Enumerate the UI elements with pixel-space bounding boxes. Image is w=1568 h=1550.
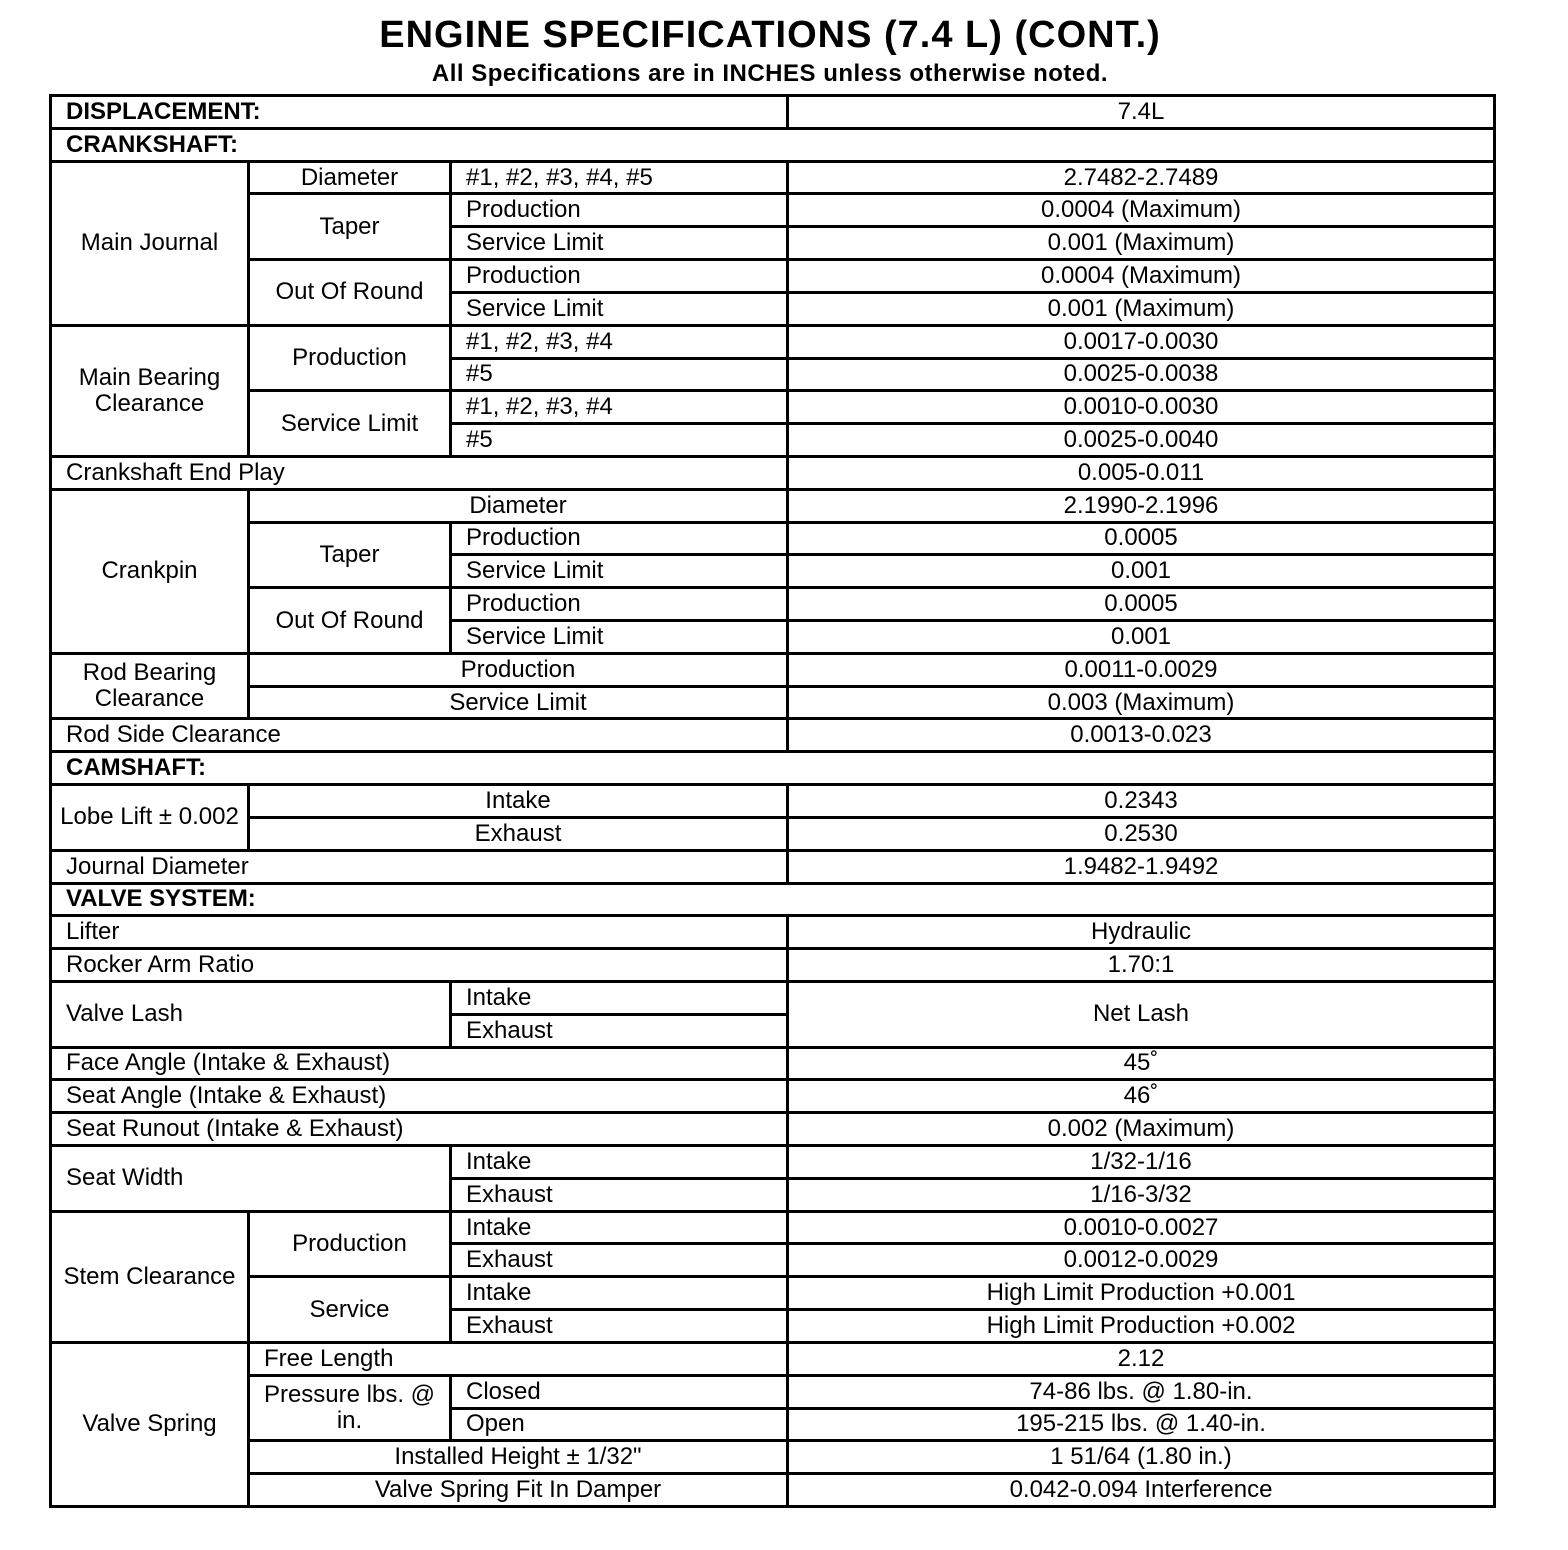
pressure-open-label: Open: [451, 1408, 788, 1441]
table-row: [51, 194, 1495, 227]
table-row: [51, 686, 1495, 719]
stem-production-exhaust-value: 0.0012-0.0029: [788, 1244, 1495, 1277]
main-bearing-service-b-sub: #5: [451, 424, 788, 457]
seat-angle-label: Seat Angle (Intake & Exhaust): [51, 1080, 788, 1113]
installed-height-value: 1 51/64 (1.80 in.): [788, 1441, 1495, 1474]
section-header-row: [51, 883, 1495, 916]
installed-height-label: Installed Height ± 1/32": [249, 1441, 788, 1474]
page-subtitle: All Specifications are in INCHES unless otherwise noted.: [431, 60, 1109, 87]
crankpin-diameter-label: Diameter: [249, 489, 788, 522]
rod-bearing-production-value: 0.0011-0.0029: [788, 653, 1495, 686]
stem-service-exhaust-label: Exhaust: [451, 1310, 788, 1343]
pressure-label: Pressure lbs. @ in.: [249, 1375, 451, 1441]
main-journal-oor-production-value: 0.0004 (Maximum): [788, 260, 1495, 293]
crankpin-oor-service-label: Service Limit: [451, 621, 788, 654]
main-journal-label: Main Journal: [51, 161, 249, 325]
main-bearing-production-a-sub: #1, #2, #3, #4: [451, 325, 788, 358]
crankpin-diameter-value: 2.1990-2.1996: [788, 489, 1495, 522]
crankshaft-end-play-value: 0.005-0.011: [788, 456, 1495, 489]
table-row: [51, 456, 1495, 489]
table-row: [51, 719, 1495, 752]
main-bearing-production-b-value: 0.0025-0.0038: [788, 358, 1495, 391]
table-row: [51, 785, 1495, 818]
table-row: [51, 817, 1495, 850]
fit-in-damper-label: Valve Spring Fit In Damper: [249, 1474, 788, 1507]
pressure-closed-label: Closed: [451, 1375, 788, 1408]
face-angle-value: 45˚: [788, 1047, 1495, 1080]
table-row: [51, 653, 1495, 686]
main-journal-taper-label: Taper: [249, 194, 451, 260]
lifter-value: Hydraulic: [788, 916, 1495, 949]
table-row: [51, 1146, 1495, 1179]
table-row: [51, 96, 1495, 129]
main-journal-oor-service-label: Service Limit: [451, 292, 788, 325]
crankpin-out-of-round-label: Out Of Round: [249, 588, 451, 654]
stem-service-intake-value: High Limit Production +0.001: [788, 1277, 1495, 1310]
stem-service-exhaust-value: High Limit Production +0.002: [788, 1310, 1495, 1343]
stem-service-intake-label: Intake: [451, 1277, 788, 1310]
table-row: [51, 1342, 1495, 1375]
seat-angle-value: 46˚: [788, 1080, 1495, 1113]
crankpin-oor-service-value: 0.001: [788, 621, 1495, 654]
stem-clearance-label: Stem Clearance: [51, 1211, 249, 1342]
main-journal-diameter-label: Diameter: [249, 161, 451, 194]
main-bearing-service-a-sub: #1, #2, #3, #4: [451, 391, 788, 424]
spec-table: [49, 94, 1496, 1508]
seat-width-intake-value: 1/32-1/16: [788, 1146, 1495, 1179]
valve-lash-intake-label: Intake: [451, 981, 788, 1014]
section-header-row: [51, 128, 1495, 161]
main-journal-taper-production-label: Production: [451, 194, 788, 227]
seat-width-label: Seat Width: [51, 1146, 451, 1212]
table-row: [51, 260, 1495, 293]
table-row: [51, 949, 1495, 982]
stem-service-label: Service: [249, 1277, 451, 1343]
pressure-closed-value: 74-86 lbs. @ 1.80-in.: [788, 1375, 1495, 1408]
main-journal-oor-production-label: Production: [451, 260, 788, 293]
pressure-open-value: 195-215 lbs. @ 1.40-in.: [788, 1408, 1495, 1441]
table-row: [51, 1211, 1495, 1244]
rocker-arm-ratio-value: 1.70:1: [788, 949, 1495, 982]
seat-runout-label: Seat Runout (Intake & Exhaust): [51, 1113, 788, 1146]
free-length-label: Free Length: [249, 1342, 788, 1375]
rocker-arm-ratio-label: Rocker Arm Ratio: [51, 949, 788, 982]
table-row: [51, 916, 1495, 949]
face-angle-label: Face Angle (Intake & Exhaust): [51, 1047, 788, 1080]
lobe-lift-exhaust-label: Exhaust: [249, 817, 788, 850]
crankpin-oor-production-label: Production: [451, 588, 788, 621]
stem-production-intake-value: 0.0010-0.0027: [788, 1211, 1495, 1244]
main-bearing-service-label: Service Limit: [249, 391, 451, 457]
main-journal-out-of-round-label: Out Of Round: [249, 260, 451, 326]
lifter-label: Lifter: [51, 916, 788, 949]
crankpin-taper-production-value: 0.0005: [788, 522, 1495, 555]
seat-width-intake-label: Intake: [451, 1146, 788, 1179]
crankpin-oor-production-value: 0.0005: [788, 588, 1495, 621]
table-row: [51, 850, 1495, 883]
rod-side-clearance-value: 0.0013-0.023: [788, 719, 1495, 752]
main-journal-taper-production-value: 0.0004 (Maximum): [788, 194, 1495, 227]
lobe-lift-label: Lobe Lift ± 0.002: [51, 785, 249, 851]
seat-width-exhaust-value: 1/16-3/32: [788, 1178, 1495, 1211]
valve-system-header: VALVE SYSTEM:: [51, 883, 1495, 916]
main-bearing-service-b-value: 0.0025-0.0040: [788, 424, 1495, 457]
table-row: [51, 981, 1495, 1014]
main-bearing-production-b-sub: #5: [451, 358, 788, 391]
crankpin-taper-service-label: Service Limit: [451, 555, 788, 588]
crankshaft-end-play-label: Crankshaft End Play: [51, 456, 788, 489]
page-title: ENGINE SPECIFICATIONS (7.4 L) (CONT.): [379, 14, 1161, 56]
table-row: [51, 1441, 1495, 1474]
lobe-lift-intake-label: Intake: [249, 785, 788, 818]
valve-lash-label: Valve Lash: [51, 981, 451, 1047]
main-journal-taper-service-value: 0.001 (Maximum): [788, 227, 1495, 260]
table-row: [51, 1375, 1495, 1408]
section-header-row: [51, 752, 1495, 785]
journal-diameter-label: Journal Diameter: [51, 850, 788, 883]
main-bearing-production-a-value: 0.0017-0.0030: [788, 325, 1495, 358]
table-row: [51, 588, 1495, 621]
crankpin-taper-service-value: 0.001: [788, 555, 1495, 588]
main-journal-taper-service-label: Service Limit: [451, 227, 788, 260]
main-bearing-production-label: Production: [249, 325, 451, 391]
table-row: [51, 391, 1495, 424]
crankpin-label: Crankpin: [51, 489, 249, 653]
valve-spring-label: Valve Spring: [51, 1342, 249, 1506]
seat-width-exhaust-label: Exhaust: [451, 1178, 788, 1211]
valve-lash-exhaust-label: Exhaust: [451, 1014, 788, 1047]
journal-diameter-value: 1.9482-1.9492: [788, 850, 1495, 883]
table-row: [51, 1047, 1495, 1080]
lobe-lift-intake-value: 0.2343: [788, 785, 1495, 818]
displacement-label: DISPLACEMENT:: [51, 96, 788, 129]
main-journal-diameter-value: 2.7482-2.7489: [788, 161, 1495, 194]
crankshaft-header: CRANKSHAFT:: [51, 128, 1495, 161]
rod-side-clearance-label: Rod Side Clearance: [51, 719, 788, 752]
table-row: [51, 522, 1495, 555]
main-bearing-service-a-value: 0.0010-0.0030: [788, 391, 1495, 424]
table-row: [51, 161, 1495, 194]
valve-lash-value: Net Lash: [788, 981, 1495, 1047]
table-row: [51, 1277, 1495, 1310]
seat-runout-value: 0.002 (Maximum): [788, 1113, 1495, 1146]
table-row: [51, 1080, 1495, 1113]
stem-production-exhaust-label: Exhaust: [451, 1244, 788, 1277]
table-row: [51, 1474, 1495, 1507]
displacement-value: 7.4L: [788, 96, 1495, 129]
stem-production-label: Production: [249, 1211, 451, 1277]
fit-in-damper-value: 0.042-0.094 Interference: [788, 1474, 1495, 1507]
rod-bearing-service-label: Service Limit: [249, 686, 788, 719]
rod-bearing-clearance-label: Rod Bearing Clearance: [51, 653, 249, 719]
main-bearing-clearance-label: Main Bearing Clearance: [51, 325, 249, 456]
table-row: [51, 325, 1495, 358]
lobe-lift-exhaust-value: 0.2530: [788, 817, 1495, 850]
main-journal-oor-service-value: 0.001 (Maximum): [788, 292, 1495, 325]
camshaft-header: CAMSHAFT:: [51, 752, 1495, 785]
table-row: [51, 489, 1495, 522]
stem-production-intake-label: Intake: [451, 1211, 788, 1244]
rod-bearing-service-value: 0.003 (Maximum): [788, 686, 1495, 719]
crankpin-taper-production-label: Production: [451, 522, 788, 555]
free-length-value: 2.12: [788, 1342, 1495, 1375]
table-row: [51, 1113, 1495, 1146]
rod-bearing-production-label: Production: [249, 653, 788, 686]
main-journal-diameter-sub: #1, #2, #3, #4, #5: [451, 161, 788, 194]
crankpin-taper-label: Taper: [249, 522, 451, 588]
